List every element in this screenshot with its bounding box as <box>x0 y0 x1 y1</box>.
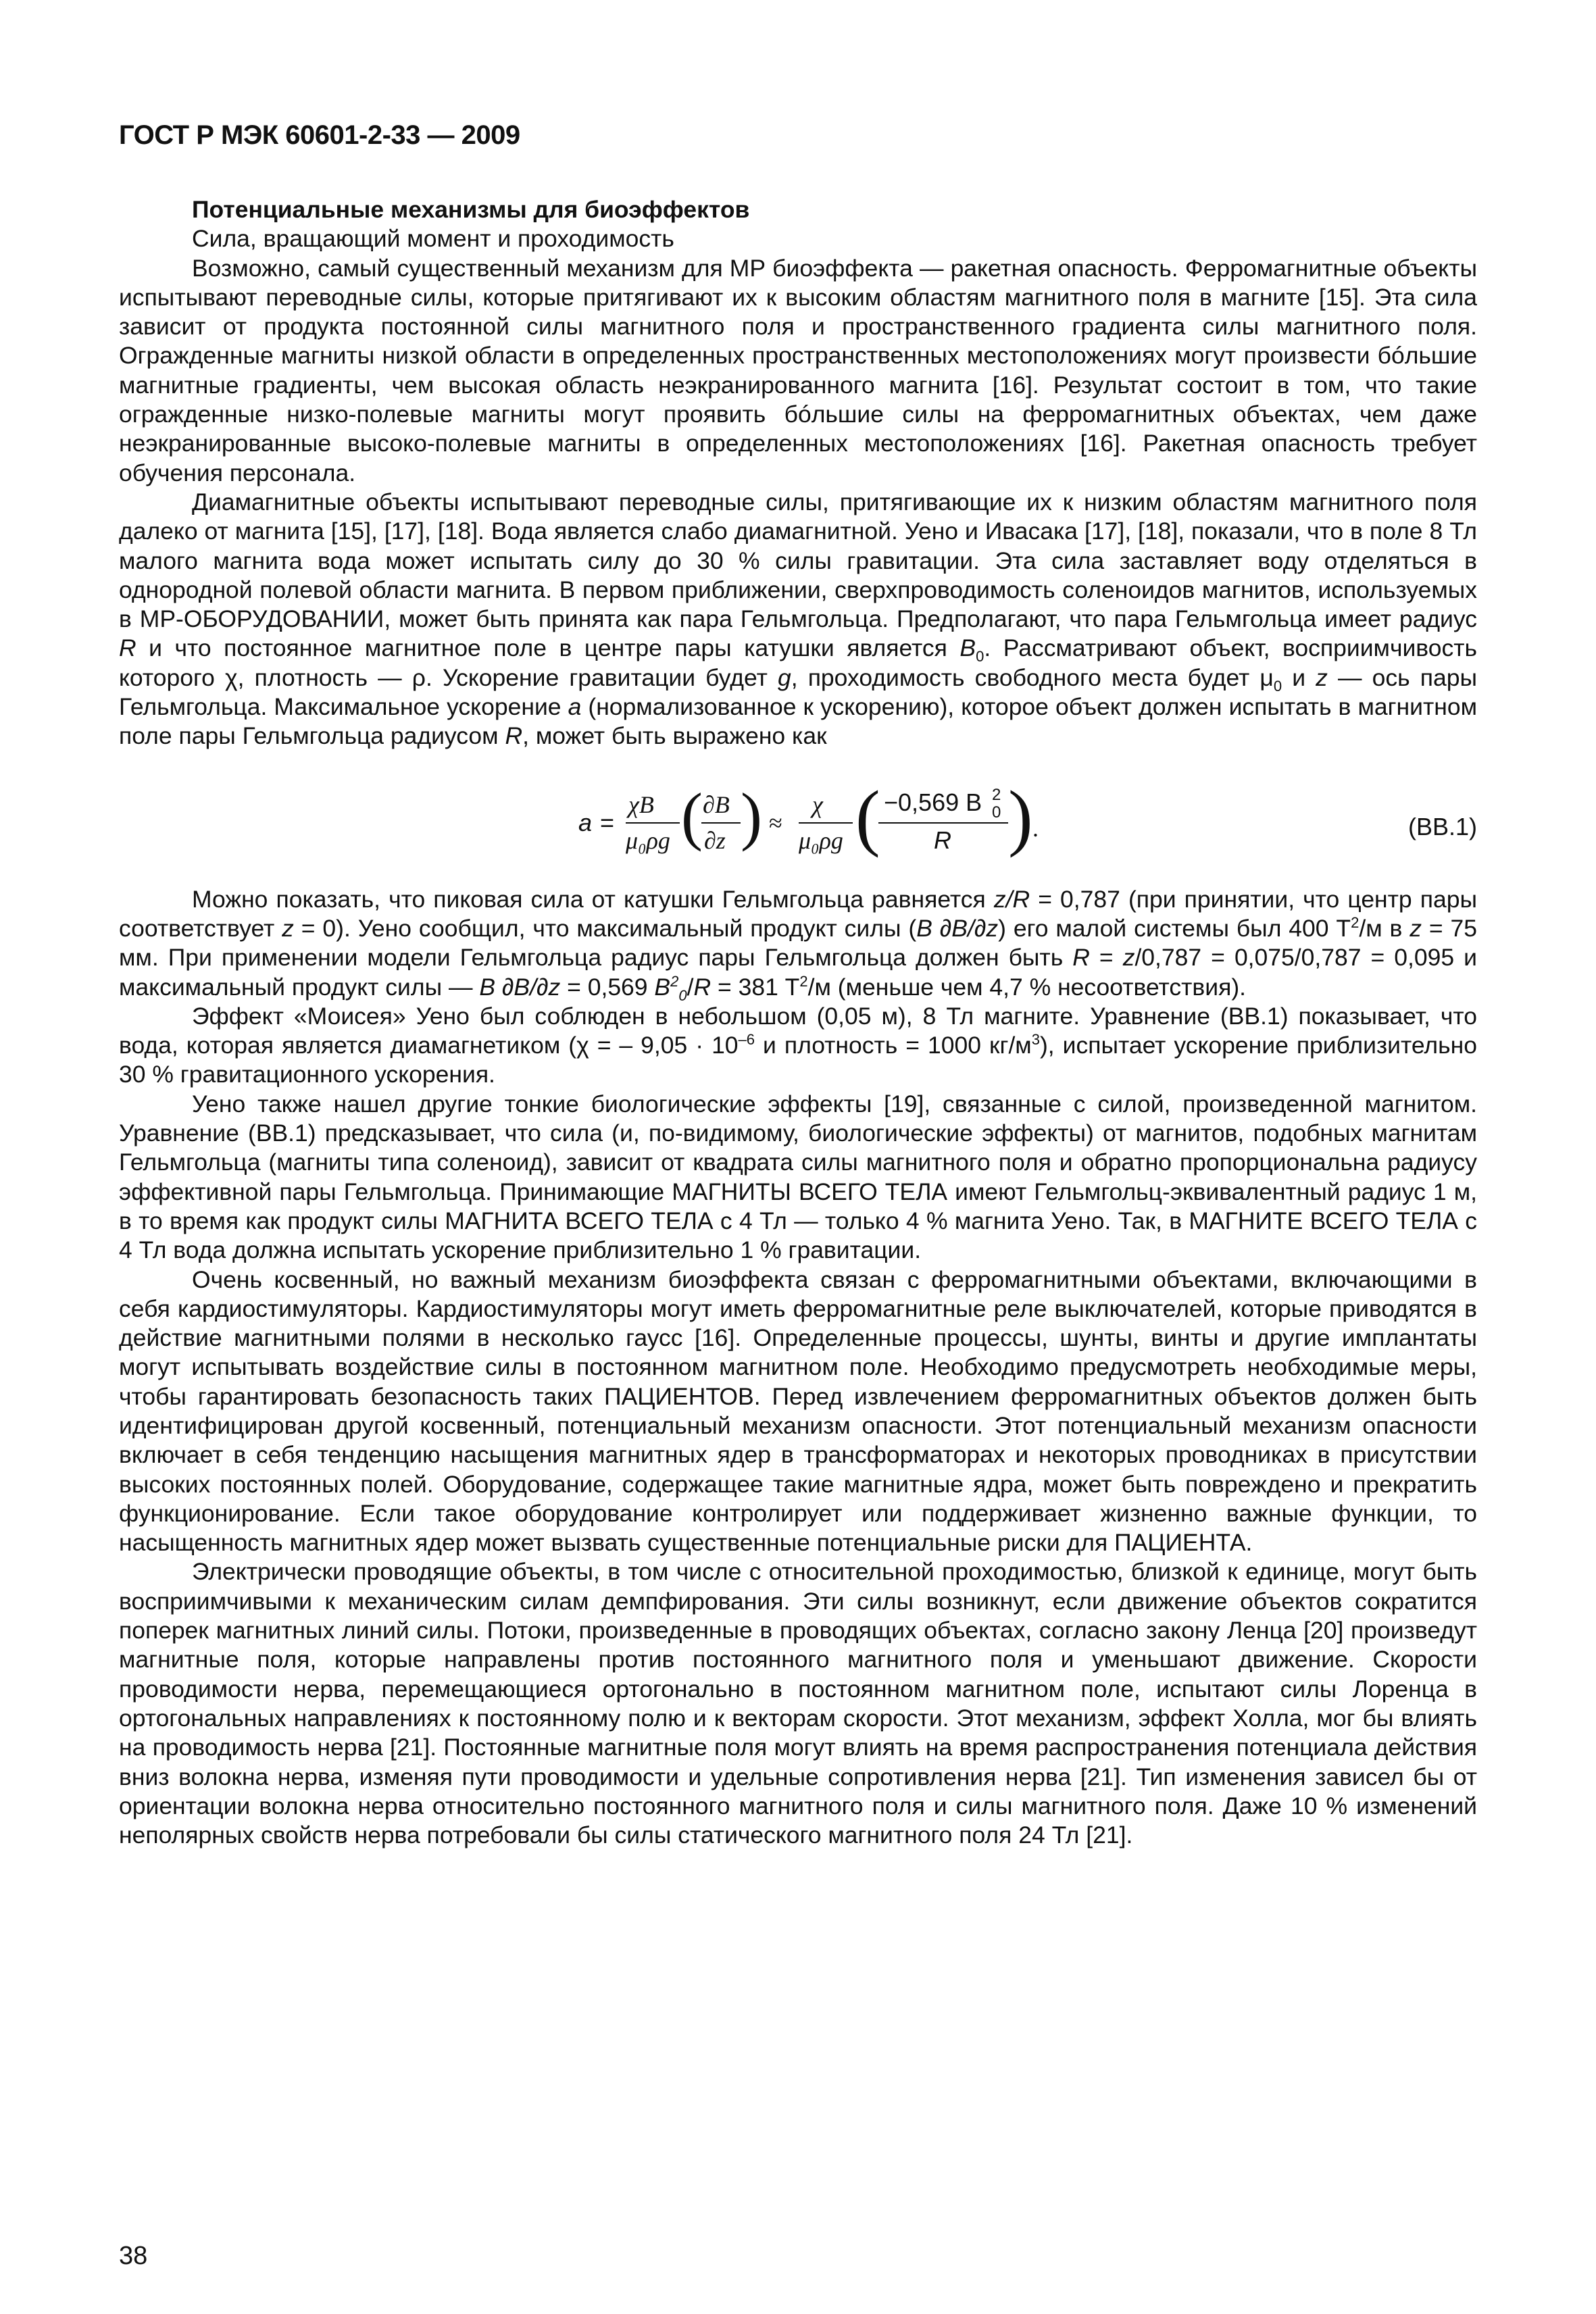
page-number: 38 <box>119 2242 148 2270</box>
eq-num3: −0,569 B <box>884 788 982 816</box>
eq-paren-open-2: ( <box>855 775 880 858</box>
eq-den3: R <box>934 826 951 854</box>
eq-dden: ∂z <box>704 826 726 854</box>
paragraph-1: Возможно, самый существенный механизм для МР биоэффекта — ракетная опасность. Ферромагнитные объекты испытывают переводные силы, которые притягивают их к высоким областям магнитного поля в магните [15]. Эта сила зависит от продукта постоянной силы магнитного поля и пространственного градиента силы магнитного поля. Огражденные магниты низкой области в определенных пространственных местоположениях могут произвести бóльшие магнитные градиенты, чем высокая область неэкранированного магнита [16]. Результат состоит в том, что такие огражденные низко-полевые магниты могут проявить бóльшие силы на ферромагнитных объектах, чем даже неэкранированные высоко-полевые магниты в определенных местоположениях [16]. Ракетная опасность требует обучения персонала. <box>119 254 1477 486</box>
eq-approx: ≈ <box>769 809 782 836</box>
eq-num2: χ <box>812 790 823 818</box>
eq-dnum: ∂B <box>703 790 730 818</box>
eq-equals: = <box>600 808 615 836</box>
eq-den2: μ₀ρg <box>799 826 843 854</box>
section-subheading: Сила, вращающий момент и проходимость <box>192 225 674 253</box>
eq-num3-sup: 2 <box>992 785 1001 804</box>
equation-bb1 <box>119 776 1477 870</box>
paragraph-5: Уено также нашел другие тонкие биологические эффекты [19], связанные с силой, произведенной магнитом. Уравнение (ВВ.1) предсказывает, что сила (и, по-видимому, биологические эффекты) от магнитов, подобных магнитам Гельмгольца (магниты типа соленоид), зависит от квадрата силы магнитного поля и обратно пропорциональна радиусу эффективной пары Гельмгольца. Принимающие МАГНИТЫ ВСЕГО ТЕЛА имеют Гельмгольц-эквивалентный радиус 1 м, в то время как продукт силы МАГНИТА ВСЕГО ТЕЛА с 4 Тл — только 4 % магнита Уено. Так, в МАГНИТЕ ВСЕГО ТЕЛА с 4 Тл вода должна испытать ускорение приблизительно 1 % гравитации. <box>119 1090 1477 1264</box>
paragraph-3: Можно показать, что пиковая сила от катушки Гельмгольца равняется z/R = 0,787 (при принятии, что центр пары соответствует z = 0). Уено сообщил, что максимальный продукт силы (B ∂B/∂z) его малой системы был 400 $Т^2/м$ в z = 75 мм. При применении модели Гельмгольца радиус пары Гельмгольца должен быть R = z/0,787 = 0,075/0,787 = 0,095 и максимальный продукт силы — B ∂B/∂z = 0,569 $B^2_0/R = 381$ $Т^2/м$ (меньше чем 4,7 % несоответствия). <box>119 885 1478 1004</box>
eq-num3-sub: 0 <box>992 803 1001 822</box>
paragraph-4: Эффект «Моисея» Уено был соблюден в небольшом (0,05 м), 8 Тл магните. Уравнение (ВВ.1) показывает, что вода, которая является диамагнетиком (χ = – $9,05 \cdot 10^{-6}$ и плотность = 1000 $кг/м^3$), испытает ускорение приблизительно 30 % гравитационного ускорения. <box>119 1002 1477 1088</box>
standard-header: ГОСТ Р МЭК 60601-2-33 — 2009 <box>119 120 520 150</box>
paragraph-6: Очень косвенный, но важный механизм биоэффекта связан с ферромагнитными объектами, включающими в себя кардиостимуляторы. Кардиостимуляторы могут иметь ферромагнитные реле выключателей, которые приводятся в действие магнитными полями в несколько гаусс [16]. Определенные процессы, шунты, винты и другие имплантаты могут испытывать воздействие силы в постоянном магнитном поле. Необходимо предусмотреть необходимые меры, чтобы гарантировать безопасность таких ПАЦИЕНТОВ. Перед извлечением ферромагнитных объектов должен быть идентифицирован другой косвенный, потенциальный механизм опасности. Этот потенциальный механизм опасности включает в себя тенденцию насыщения магнитных ядер в трансформаторах и некоторых проводниках в присутствии высоких постоянных полей. Оборудование, содержащее такие магнитные ядра, может быть повреждено и прекратить функционирование. Если такое оборудование контролирует или поддерживает жизненно важные функции, то насыщенность магнитных ядер может вызвать существенные потенциальные риски для ПАЦИЕНТА. <box>119 1265 1477 1557</box>
document-body <box>119 195 1477 1850</box>
paragraph-2: Диамагнитные объекты испытывают переводные силы, притягивающие их к низким областям магнитного поля далеко от магнита [15], [17], [18]. Вода является слабо диамагнитной. Уено и Ивасака [17], [18], показали, что в поле 8 Тл малого магнита вода может испытать силу до 30 % силы гравитации. Эта сила заставляет воду отделяться в однородной полевой области магнита. В первом приближении, сверхпроводимость соленоидов магнитов, используемых в МР-ОБОРУДОВАНИИ, может быть принята как пара Гельмгольца. Предполагают, что пара Гельмгольца имеет радиус R и что постоянное магнитное поле в центре пары катушки является $B_0$. Рассматривают объект, восприимчивость которого χ, плотность — ρ. Ускорение гравитации будет g, проходимость свободного места будет $\mu_0$ и z — ось пары Гельмгольца. Максимальное ускорение a (нормализованное к ускорению), которое объект должен испытать в магнитном поле пары Гельмгольца радиусом R, может быть выражено как <box>119 488 1477 750</box>
eq-lhs: a <box>578 808 593 836</box>
eq-paren-open: ( <box>681 779 703 852</box>
document-page <box>119 120 1477 1850</box>
eq-period: . <box>1032 814 1039 842</box>
section-heading: Потенциальные механизмы для биоэффектов <box>192 196 750 223</box>
eq-den1: μ₀ρg <box>626 826 670 854</box>
eq-paren-close-2: ) <box>1008 775 1033 858</box>
eq-num1: χB <box>628 790 654 818</box>
inline-fraction-numerator: $B^2_0$ <box>654 972 687 1004</box>
paragraph-7: Электрически проводящие объекты, в том числе с относительной проходимостью, близкой к единице, могут быть восприимчивыми к механическим силам демпфирования. Эти силы возникнут, если движение объектов сократится поперек магнитных линий силы. Потоки, произведенные в проводящих объектах, согласно закону Ленца [20] произведут магнитные поля, которые направлены против постоянного магнитного поля и уменьшают движение. Скорости проводимости нерва, перемещающиеся ортогонально в постоянном магнитном поле, испытают силы Лоренца в ортогональных направлениях к постоянному полю и к векторам скорости. Этот механизм, эффект Холла, мог бы влиять на проводимость нерва [21]. Постоянные магнитные поля могут влиять на время распространения потенциала действия вниз волокна нерва, изменяя пути проводимости и удельные сопротивления нерва [21]. Тип изменения зависел бы от ориентации волокна нерва относительно постоянного магнитного поля и силы магнитного поля. Даже 10 % изменений неполярных свойств нерва потребовали бы силы статического магнитного поля 24 Тл [21]. <box>119 1558 1477 1849</box>
equation-formula <box>578 776 1159 870</box>
equation-number: (ВВ.1) <box>1407 812 1477 840</box>
eq-paren-close: ) <box>741 779 762 852</box>
